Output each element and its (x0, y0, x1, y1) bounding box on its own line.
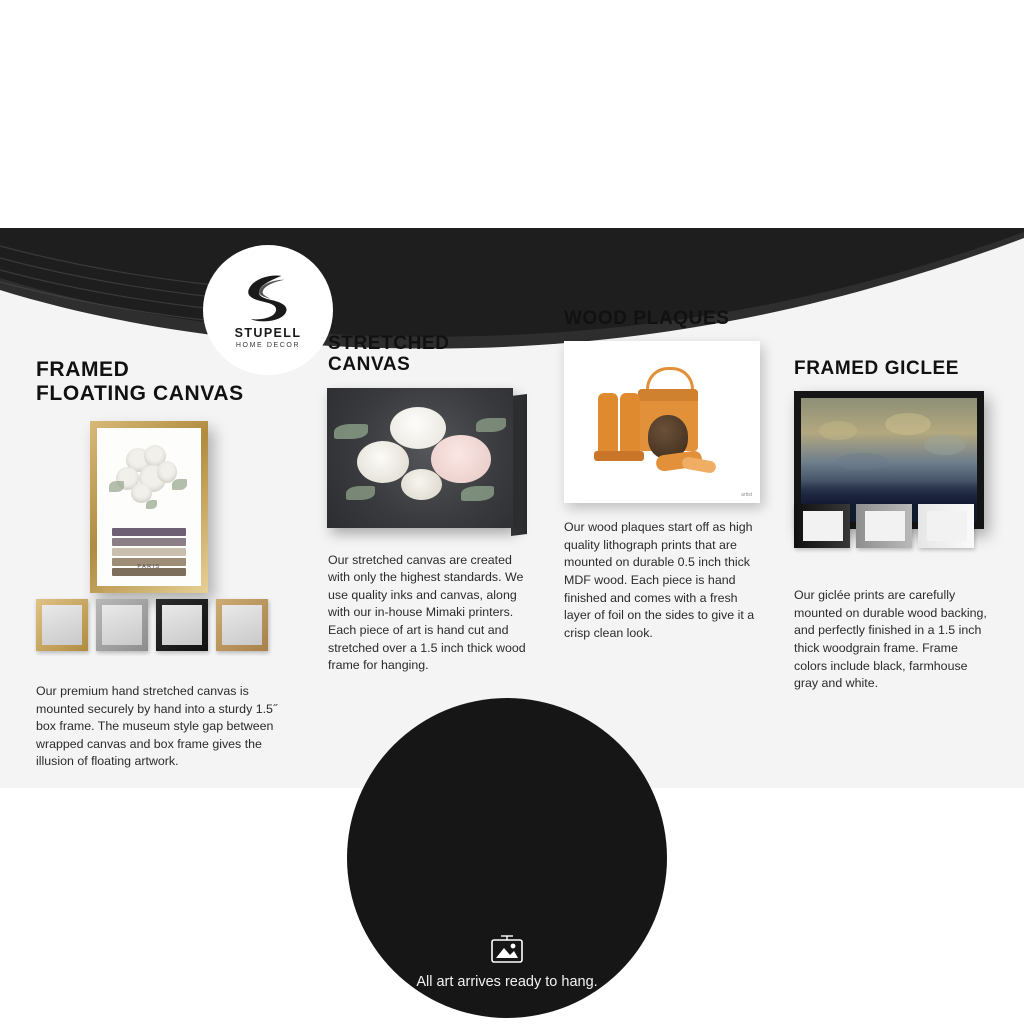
boot-right (620, 393, 640, 455)
section-title: WOOD PLAQUES (564, 308, 730, 329)
section-wood-plaques (564, 308, 764, 643)
gray-frame-swatch[interactable] (96, 599, 148, 651)
section-description: Our stretched canvas are created with only the highest standards. We use quality inks and canvas, along with our in-house Mimaki printers. Each piece of art is hand cut and stretched over a 1.5 inch thick wood frame for hanging. (328, 552, 526, 673)
picture-frame-icon (487, 934, 527, 968)
section-description: Our premium hand stretched canvas is mounted securely by hand into a sturdy 1.5˝ box frame. The museum style gap between wrapped canvas and box frame gives the illusion of floating artwork. (36, 684, 278, 769)
ready-to-hang-text: All art arrives ready to hang. (416, 974, 598, 990)
brand-subtitle: HOME DECOR (235, 341, 301, 349)
frame-color-swatches (36, 599, 268, 651)
giclee-frame-options (794, 504, 974, 548)
artist-signature: artist (741, 492, 752, 499)
section-framed-floating-canvas (36, 358, 286, 771)
boot-left (598, 393, 618, 455)
section-title-line1: FRAMED (36, 358, 130, 381)
ready-to-hang-badge (347, 698, 667, 1018)
section-title: FRAMED GICLEE (794, 358, 960, 379)
brand-name: STUPELL (234, 325, 302, 340)
stretched-canvas-artwork (327, 388, 527, 538)
woodgrain-frame-swatch[interactable] (216, 599, 268, 651)
section-framed-giclee (794, 358, 994, 693)
section-title-line1: STRETCHED (328, 333, 450, 354)
section-description: Our giclée prints are carefully mounted on durable wood backing, and perfectly finished in a 1.5 inch thick woodgrain frame. Frame colors include black, farmhouse gray and white. (794, 588, 987, 691)
canvas-side-edge (511, 394, 527, 536)
section-title-line2: FLOATING CANVAS (36, 381, 244, 405)
wood-plaque-artwork (564, 341, 760, 503)
section-description: Our wood plaques start off as high quality lithograph prints that are mounted on durable 0.5 inch thick MDF wood. Each piece is hand finished and comes with a fresh layer of foil on the sides to give it a crisp clean look. (564, 520, 755, 640)
hydrangea-bouquet-illustration (107, 439, 190, 531)
gold-frame-swatch[interactable] (36, 599, 88, 651)
artwork-text-label: PARIS (137, 563, 161, 570)
section-stretched-canvas (328, 333, 536, 675)
white-frame-option[interactable] (918, 504, 974, 548)
black-frame-swatch[interactable] (156, 599, 208, 651)
black-frame-option[interactable] (794, 504, 850, 548)
section-title-line2: CANVAS (328, 354, 411, 376)
farmhouse-gray-frame-option[interactable] (856, 504, 912, 548)
framed-floating-canvas-artwork (36, 417, 286, 617)
infographic-band (0, 228, 1024, 990)
brand-logo-badge (203, 245, 333, 375)
section-title (328, 333, 536, 376)
canvas-face (327, 388, 513, 528)
gold-floating-frame (90, 421, 208, 593)
stupell-swoosh-logo-icon (239, 272, 297, 324)
stacked-books-illustration (112, 526, 187, 573)
